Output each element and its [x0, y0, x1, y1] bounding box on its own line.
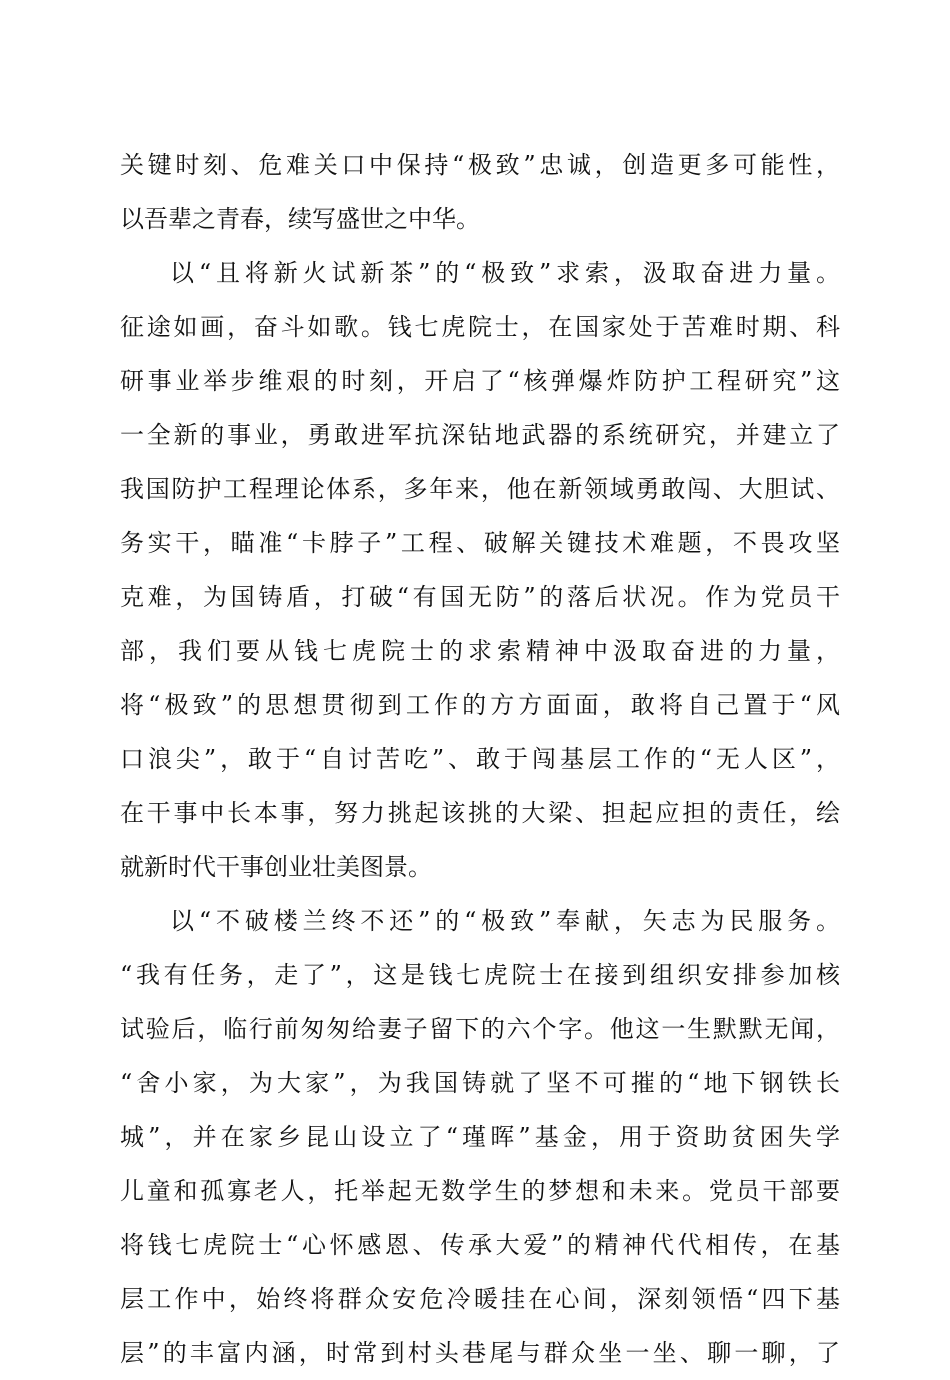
paragraph-heading-line: 以“且将新火试新茶”的“极致”求索，汲取奋进力量。	[170, 259, 840, 287]
body-text	[120, 138, 840, 1380]
text-line: 儿童和孤寡老人，托举起无数学生的梦想和未来。党员干部要	[120, 1177, 840, 1205]
text-line: “我有任务，走了”，这是钱七虎院士在接到组织安排参加核	[120, 961, 840, 989]
text-line: 务实干，瞄准“卡脖子”工程、破解关键技术难题，不畏攻坚	[120, 529, 840, 557]
text-line: 就新时代干事创业壮美图景。	[120, 853, 432, 881]
text-line: “舍小家，为大家”，为我国铸就了坚不可摧的“地下钢铁长	[120, 1069, 840, 1097]
text-line: 克难，为国铸盾，打破“有国无防”的落后状况。作为党员干	[120, 583, 840, 611]
text-line: 我国防护工程理论体系，多年来，他在新领域勇敢闯、大胆试、	[120, 475, 840, 503]
text-line: 在干事中长本事，努力挑起该挑的大梁、担起应担的责任，绘	[120, 799, 840, 827]
text-line: 以吾辈之青春，续写盛世之中华。	[120, 205, 480, 233]
text-line: 关键时刻、危难关口中保持“极致”忠诚，创造更多可能性，	[120, 151, 840, 179]
text-line: 研事业举步维艰的时刻，开启了“核弹爆炸防护工程研究”这	[120, 367, 840, 395]
text-line: 将“极致”的思想贯彻到工作的方方面面，敢将自己置于“风	[120, 691, 840, 719]
paragraph-heading-line: 以“不破楼兰终不还”的“极致”奉献，矢志为民服务。	[170, 907, 840, 935]
text-line: 层”的丰富内涵，时常到村头巷尾与群众坐一坐、聊一聊，了	[120, 1339, 840, 1367]
text-line: 试验后，临行前匆匆给妻子留下的六个字。他这一生默默无闻，	[120, 1015, 840, 1043]
text-line: 一全新的事业，勇敢进军抗深钻地武器的系统研究，并建立了	[120, 421, 840, 449]
text-line: 口浪尖”，敢于“自讨苦吃”、敢于闯基层工作的“无人区”，	[120, 745, 840, 773]
text-line: 征途如画，奋斗如歌。钱七虎院士，在国家处于苦难时期、科	[120, 313, 840, 341]
text-line: 城”，并在家乡昆山设立了“瑾晖”基金，用于资助贫困失学	[120, 1123, 840, 1151]
text-line: 部，我们要从钱七虎院士的求索精神中汲取奋进的力量，	[120, 637, 840, 665]
text-line: 将钱七虎院士“心怀感恩、传承大爱”的精神代代相传，在基	[120, 1231, 840, 1259]
text-line: 层工作中，始终将群众安危冷暖挂在心间，深刻领悟“四下基	[120, 1285, 840, 1313]
